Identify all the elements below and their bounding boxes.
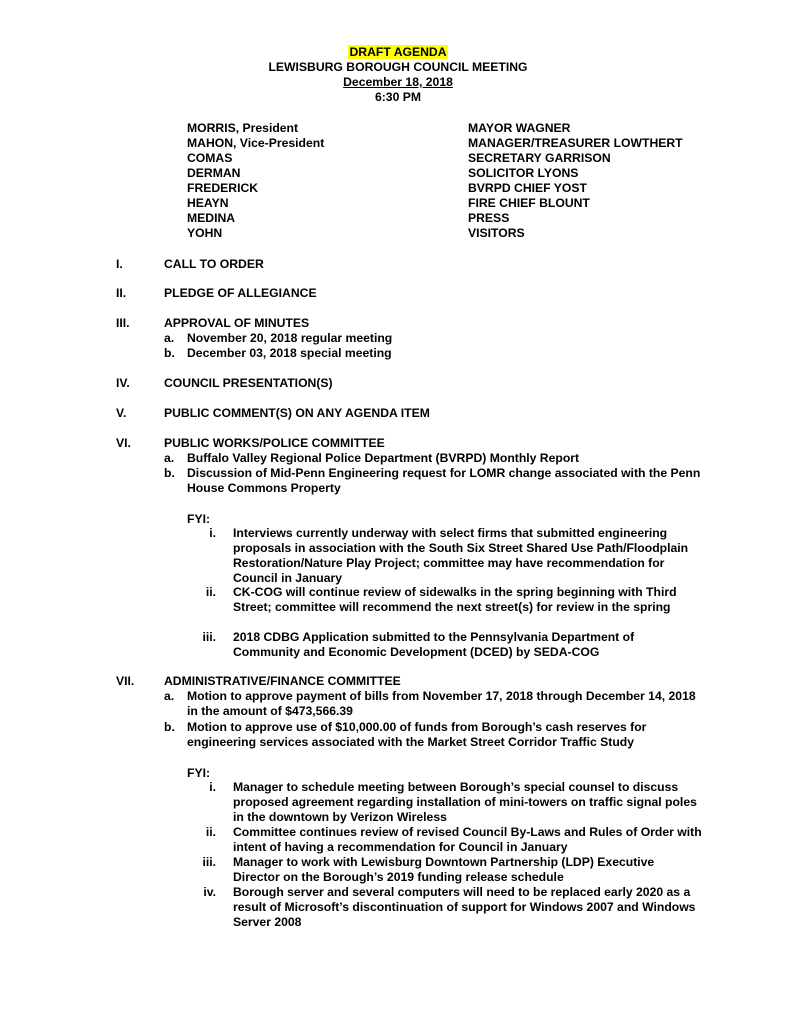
fyi-text: Manager to work with Lewisburg Downtown Partnership (LDP) Executive Director on the Borough’s 2019 funding release schedule bbox=[233, 855, 655, 884]
official: PRESS bbox=[468, 211, 510, 225]
section-title: APPROVAL OF MINUTES bbox=[164, 316, 310, 330]
council-member: FREDERICK bbox=[187, 181, 259, 195]
meeting-date-text: December 18, 2018 bbox=[343, 75, 453, 89]
section-title: PUBLIC WORKS/POLICE COMMITTEE bbox=[164, 436, 385, 450]
council-member: MEDINA bbox=[187, 211, 236, 225]
meeting-time: 6:30 PM bbox=[374, 90, 422, 104]
fyi-label: FYI: bbox=[187, 766, 211, 780]
section-title: CALL TO ORDER bbox=[164, 257, 264, 271]
council-member: COMAS bbox=[187, 151, 233, 165]
section-number: V. bbox=[116, 406, 127, 420]
fyi-text: Manager to schedule meeting between Borough’s special counsel to discuss proposed agreement regarding installation of mini-towers on traffic signal poles in the downtown by Verizon Wireless bbox=[233, 780, 697, 824]
fyi-text: Borough server and several computers will need to be replaced early 2020 as a result of Microsoft’s discontinuation of support for Windows 2007 and Windows Server 2008 bbox=[233, 885, 696, 929]
subitem-letter: a. bbox=[164, 451, 175, 465]
official: VISITORS bbox=[468, 226, 525, 240]
fyi-numeral: iii. bbox=[202, 630, 216, 644]
section-number: III. bbox=[116, 316, 130, 330]
subitem-text: Motion to approve payment of bills from November 17, 2018 through December 14, 2018 in the amount of $473,566.39 bbox=[187, 689, 696, 718]
section-number: I. bbox=[116, 257, 123, 271]
council-members bbox=[187, 121, 324, 241]
council-member: MAHON, Vice-President bbox=[187, 136, 325, 150]
fyi-numeral: iv. bbox=[203, 885, 216, 899]
section-title: PUBLIC COMMENT(S) ON ANY AGENDA ITEM bbox=[164, 406, 430, 420]
fyi-numeral: i. bbox=[209, 526, 216, 540]
official: SECRETARY GARRISON bbox=[468, 151, 611, 165]
fyi-text: Interviews currently underway with select firms that submitted engineering proposals in association with the South Six Street Shared Use Path/Floodplain Restoration/Nature Play Project; committee may have recommendation for Council in January bbox=[233, 526, 689, 585]
section-number: VI. bbox=[116, 436, 131, 450]
fyi-text: Committee continues review of revised Council By-Laws and Rules of Order with intent of having a recommendation for Council in January bbox=[233, 825, 702, 854]
section-title: ADMINISTRATIVE/FINANCE COMMITTEE bbox=[164, 674, 401, 688]
official: FIRE CHIEF BLOUNT bbox=[468, 196, 590, 210]
official: BVRPD CHIEF YOST bbox=[468, 181, 587, 195]
meeting-date bbox=[0, 75, 796, 90]
section-title: PLEDGE OF ALLEGIANCE bbox=[164, 286, 317, 300]
section-number: VII. bbox=[116, 674, 135, 688]
fyi-label: FYI: bbox=[187, 512, 211, 526]
fyi-numeral: ii. bbox=[205, 825, 216, 839]
fyi-numeral: iii. bbox=[202, 855, 216, 869]
section-title: COUNCIL PRESENTATION(S) bbox=[164, 376, 333, 390]
draft-highlight: DRAFT AGENDA bbox=[349, 45, 447, 59]
council-member: DERMAN bbox=[187, 166, 241, 180]
section-number: II. bbox=[116, 286, 127, 300]
subitem-text: Discussion of Mid-Penn Engineering request for LOMR change associated with the Penn House Commons Property bbox=[187, 466, 701, 495]
official: SOLICITOR LYONS bbox=[468, 166, 579, 180]
council-member: MORRIS, President bbox=[187, 121, 299, 135]
subitem-letter: b. bbox=[164, 720, 175, 734]
council-member: YOHN bbox=[187, 226, 223, 240]
subitem-text: December 03, 2018 special meeting bbox=[187, 346, 392, 360]
fyi-numeral: ii. bbox=[205, 585, 216, 599]
subitem-letter: b. bbox=[164, 346, 175, 360]
fyi-numeral: i. bbox=[209, 780, 216, 794]
official: MANAGER/TREASURER LOWTHERT bbox=[468, 136, 683, 150]
subitem-letter: a. bbox=[164, 689, 175, 703]
subitem-text: November 20, 2018 regular meeting bbox=[187, 331, 393, 345]
subitem-text: Motion to approve use of $10,000.00 of funds from Borough’s cash reserves for engineering services associated with the Market Street Corridor Traffic Study bbox=[187, 720, 647, 749]
official: MAYOR WAGNER bbox=[468, 121, 571, 135]
draft-label bbox=[0, 45, 796, 60]
officials bbox=[468, 121, 683, 241]
fyi-text: CK-COG will continue review of sidewalks in the spring beginning with Third Street; committee will recommend the next street(s) for review in the spring bbox=[233, 585, 677, 614]
agenda-header bbox=[0, 45, 796, 105]
subitem-text: Buffalo Valley Regional Police Department (BVRPD) Monthly Report bbox=[187, 451, 580, 465]
meeting-title: LEWISBURG BOROUGH COUNCIL MEETING bbox=[268, 60, 528, 74]
subitem-letter: a. bbox=[164, 331, 175, 345]
council-member: HEAYN bbox=[187, 196, 229, 210]
subitem-letter: b. bbox=[164, 466, 175, 480]
fyi-text: 2018 CDBG Application submitted to the Pennsylvania Department of Community and Economic Development (DCED) by SEDA-COG bbox=[233, 630, 635, 659]
section-number: IV. bbox=[116, 376, 130, 390]
